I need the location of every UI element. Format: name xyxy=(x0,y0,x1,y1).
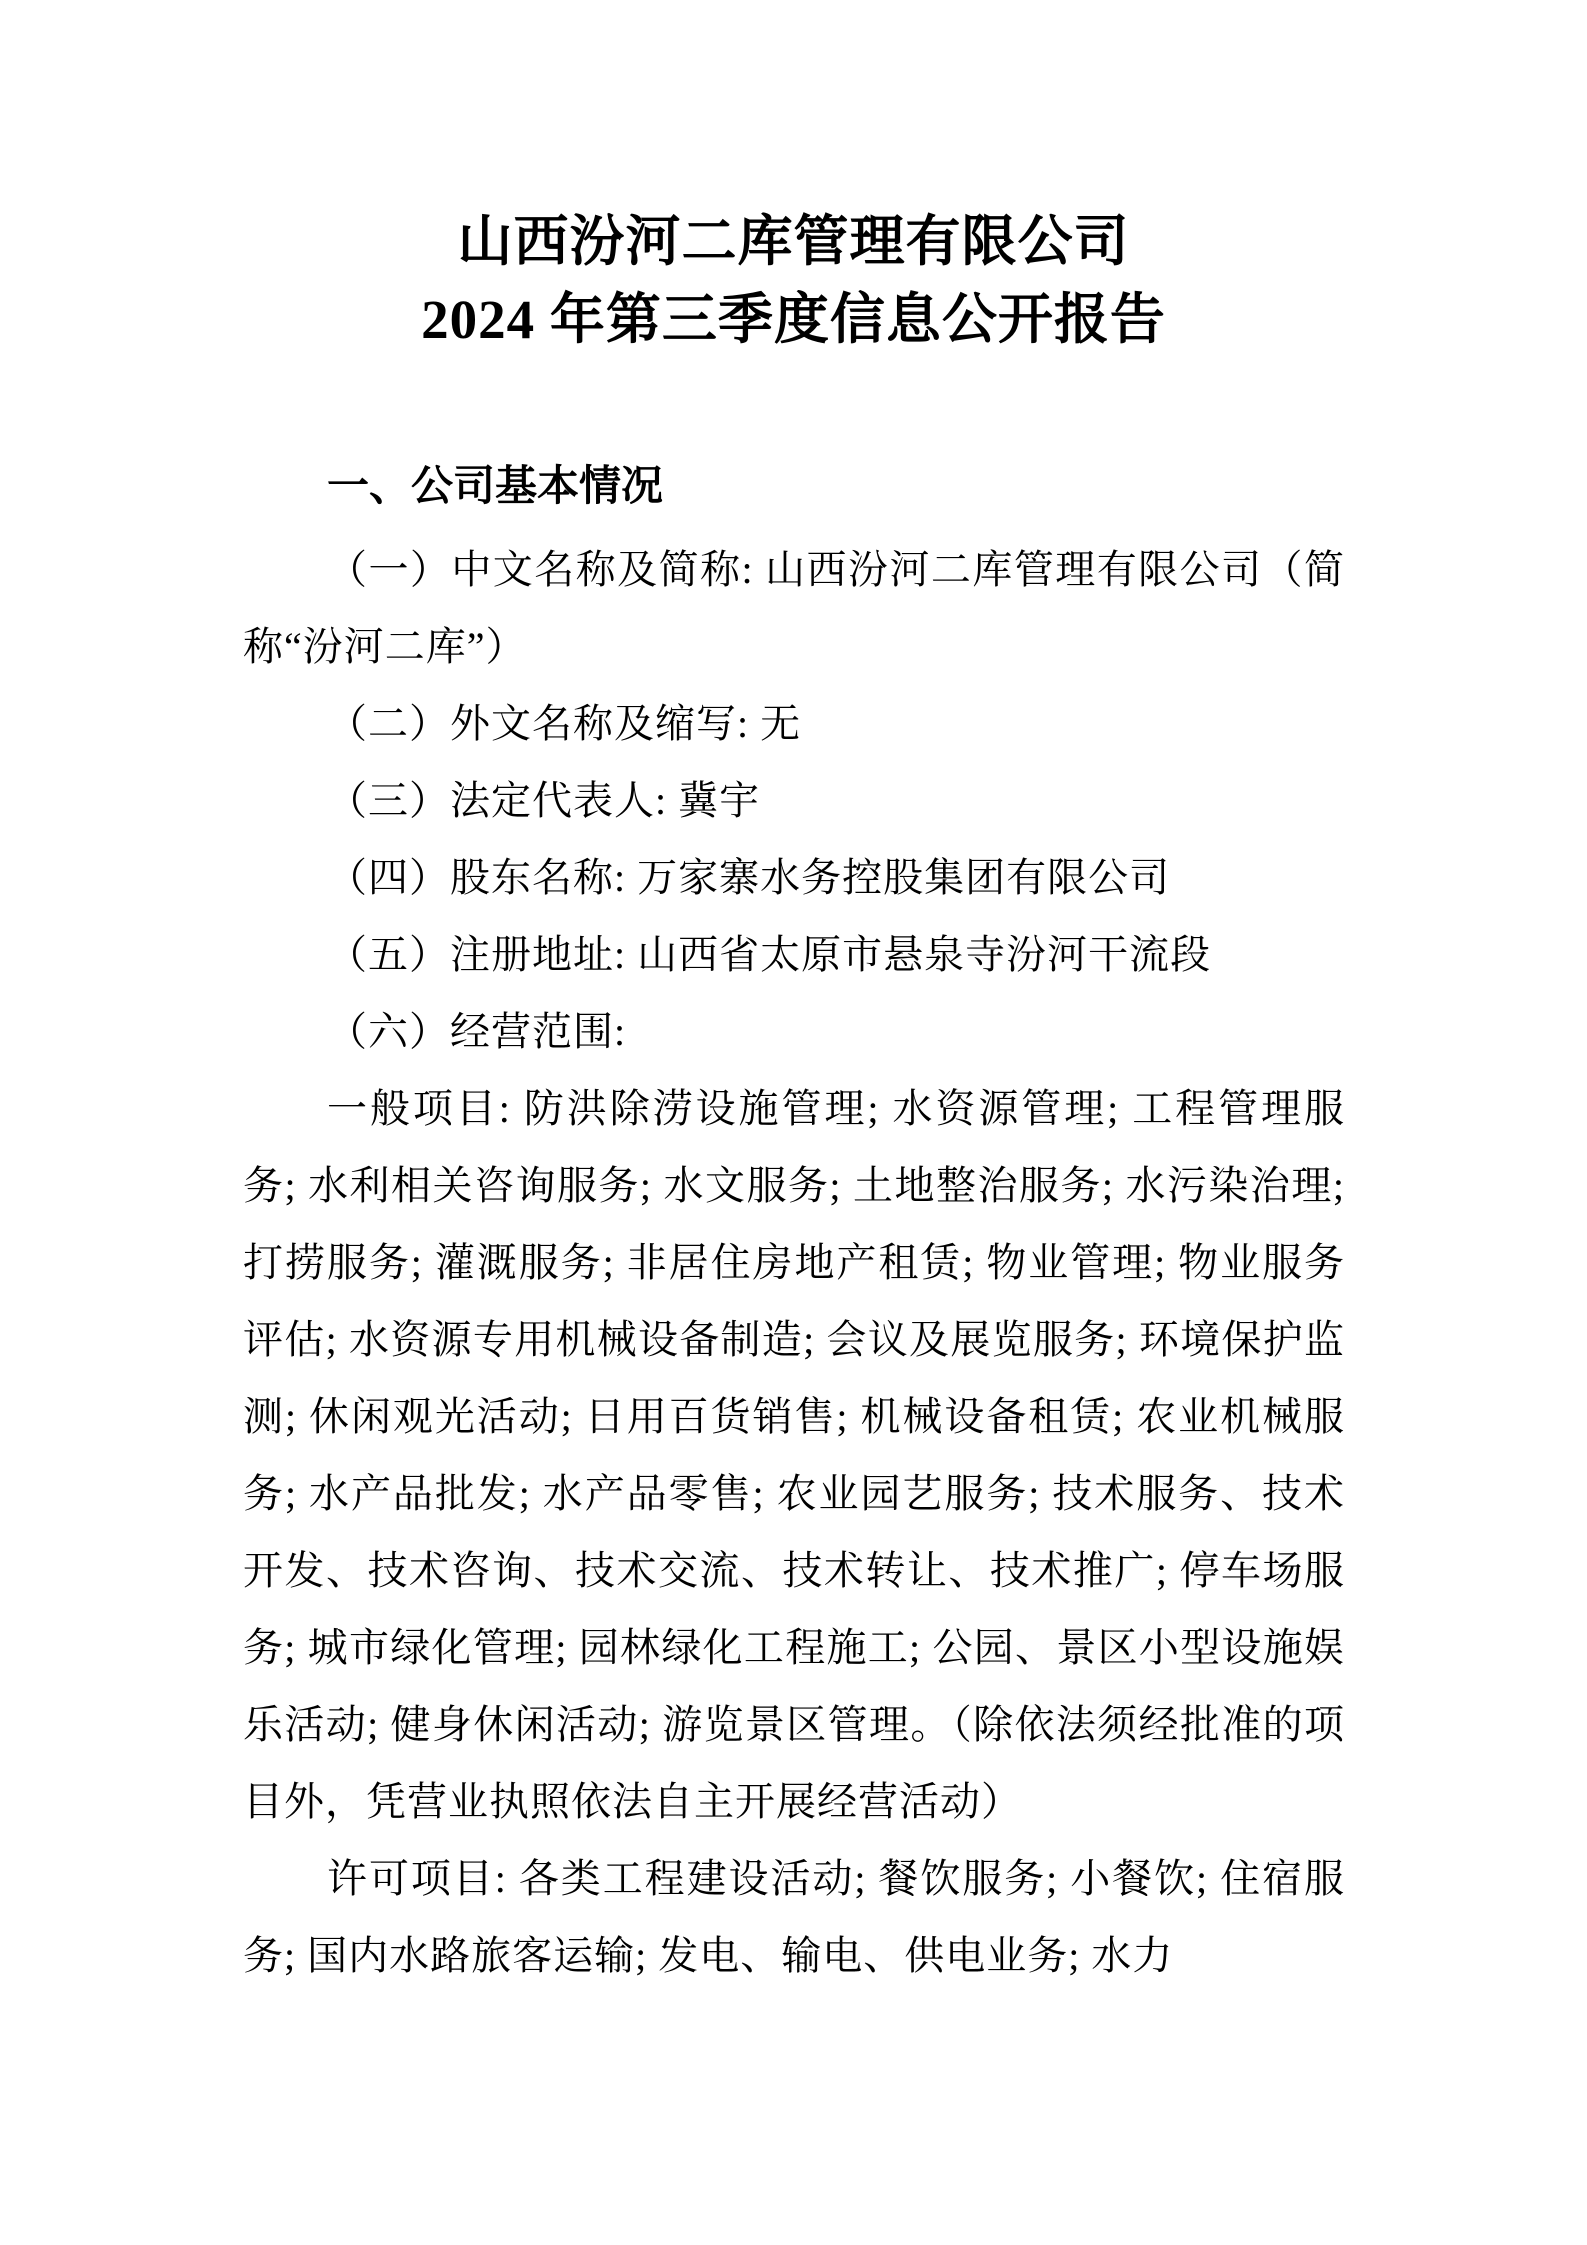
document-title xyxy=(0,0,1587,359)
document-title-line1: 山西汾河二库管理有限公司 xyxy=(457,211,1130,272)
para-business-scope-label: （六）经营范围: xyxy=(327,1009,627,1054)
para-legal-representative: （三）法定代表人: 冀宇 xyxy=(327,778,761,823)
para-foreign-name: （二）外文名称及缩写: 无 xyxy=(327,701,802,746)
para-general-projects: 一般项目: 防洪除涝设施管理; 水资源管理; 工程管理服务; 水利相关咨询服务; 水文服务; 土地整治服务; 水污染治理; 打捞服务; 灌溉服务; 非居住房地产租赁; 物业管理; 物业服务评估; 水资源专用机械设备制造; 会议及展览服务; 环境保护监测; 休闲观光活动; 日用百货销售; 机械设备租赁; 农业机械服务; 水产品批发; 水产品零售; 农业园艺服务; 技术服务、技术开发、技术咨询、技术交流、技术转让、技术推广; 停车场服务; 城市绿化管理; 园林绿化工程施工; 公园、景区小型设施娱乐活动; 健身休闲活动; 游览景区管理。（除依法须经批准的项目外，凭营业执照依法自主开展经营活动） xyxy=(243,1086,1345,1824)
document-title-line2: 2024 年第三季度信息公开报告 xyxy=(421,289,1166,350)
para-licensed-projects: 许可项目: 各类工程建设活动; 餐饮服务; 小餐饮; 住宿服务; 国内水路旅客运输; 发电、输电、供电业务; 水力 xyxy=(243,1856,1345,1978)
para-registered-address: （五）注册地址: 山西省太原市悬泉寺汾河干流段 xyxy=(327,932,1212,977)
section-heading: 一、公司基本情况 xyxy=(327,462,664,509)
para-shareholder-name: （四）股东名称: 万家寨水务控股集团有限公司 xyxy=(327,855,1171,900)
para-chinese-name: （一）中文名称及简称: 山西汾河二库管理有限公司（简称“汾河二库”） xyxy=(243,547,1345,669)
document-body xyxy=(243,447,1345,1994)
